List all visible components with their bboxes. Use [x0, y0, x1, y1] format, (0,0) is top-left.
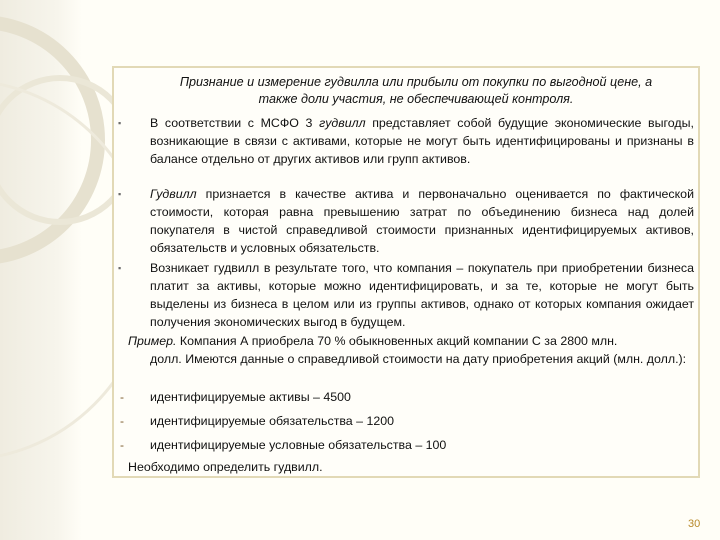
- bullet-3-text: Возникает гудвилл в результате того, что компания – покупатель при приобретении бизнеса платит за активы, которые можно идентифицировать, и за те, которые не могут быть выделены из бизнеса в целом или из группы активов, однако от которых компания ожидает получения экономических выгод в будущем.: [150, 261, 694, 329]
- slide-content-box: [112, 66, 700, 478]
- list-item-contingent-liabilities: идентифицируемые условные обязательства – 100: [150, 438, 447, 452]
- bullet-1-lead: В соответствии с МСФО 3: [150, 116, 320, 130]
- example-text-line-1: Компания А приобрела 70 % обыкновенных акций компании С за 2800 млн.: [176, 334, 618, 348]
- slide-title-line-2: также доли участия, не обеспечивающей контроля.: [258, 92, 574, 106]
- slide-title-line-1: Признание и измерение гудвилла или прибыли от покупки по выгодной цене, а: [179, 75, 653, 89]
- bullet-1-emphasis: гудвилл: [319, 116, 366, 130]
- bullet-paragraph-3: [150, 259, 694, 331]
- bullet-2-text: признается в качестве актива и первоначально оценивается по фактической стоимости, которая равна превышению затрат по объединению бизнеса над долей покупателя в чистой справедливой стоимости признанных идентифицируемых активов, обязательств и условных обязательств.: [150, 187, 694, 255]
- example-text-rest: долл. Имеются данные о справедливой стоимости на дату приобретения акций (млн. долл.):: [150, 352, 687, 366]
- page-number: 30: [688, 518, 701, 530]
- bullet-marker-3: ▪: [118, 263, 122, 273]
- bullet-marker-1: ▪: [118, 118, 122, 128]
- bullet-marker-2: ▪: [118, 189, 122, 199]
- bullet-paragraph-2: [150, 185, 694, 257]
- list-item-assets: идентифицируемые активы – 4500: [150, 390, 351, 404]
- dash-marker-1: -: [120, 390, 124, 404]
- bullet-paragraph-1: [150, 114, 694, 168]
- bullet-1-text: представляет собой будущие экономические выгоды, возникающие в связи с активами, которые не могут быть идентифицированы и признаны в балансе отдельно от других активов или групп активов.: [150, 116, 694, 166]
- conclusion-text: Необходимо определить гудвилл.: [128, 460, 323, 474]
- list-item-liabilities: идентифицируемые обязательства – 1200: [150, 414, 395, 428]
- bullet-2-emphasis: Гудвилл: [150, 187, 197, 201]
- example-paragraph: [128, 332, 694, 368]
- dash-marker-3: -: [120, 438, 124, 452]
- slide-title: [138, 74, 694, 108]
- example-label: Пример.: [128, 334, 177, 348]
- dash-marker-2: -: [120, 414, 124, 428]
